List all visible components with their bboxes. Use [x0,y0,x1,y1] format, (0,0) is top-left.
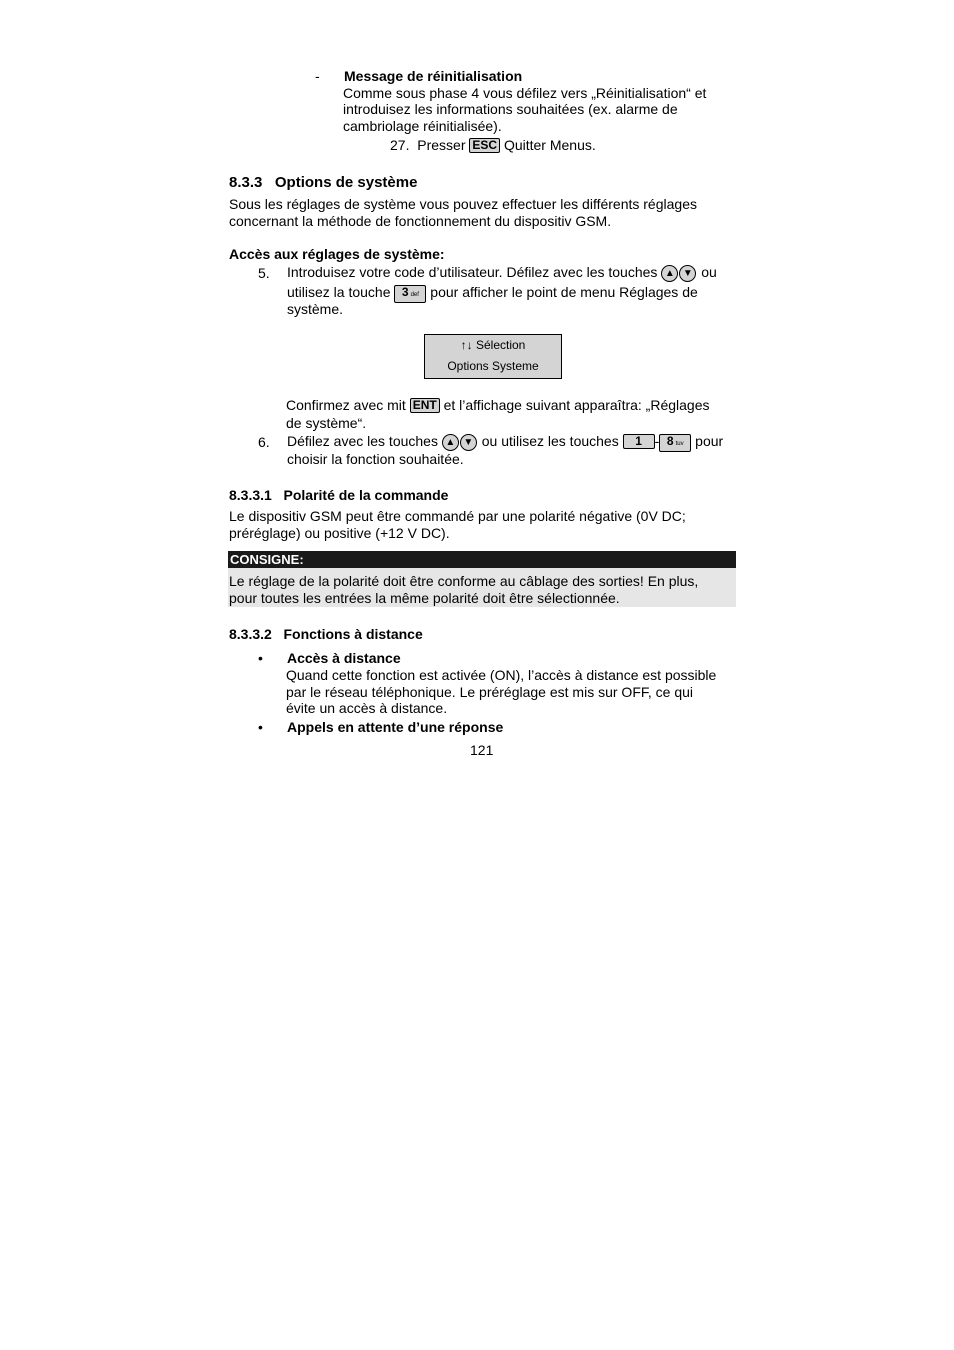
step-5-line3: système. [287,301,344,317]
section-number: 8.3.3 [229,174,263,191]
step-5-text-3: pour afficher le point de menu Réglages de [430,284,698,300]
reset-text-line3: cambriolage réinitialisée). [343,118,502,134]
arrow-up-icon: ▲ [661,265,678,282]
arrow-down-icon: ▼ [460,434,477,451]
confirm-text: Confirmez avec mit [286,397,406,413]
reset-text-line1: Comme sous phase 4 vous défilez vers „Réinitialisation“ et [343,85,707,101]
notice-label: CONSIGNE: [228,551,736,568]
step-5-number: 5. [258,265,270,281]
section-intro-line1: Sous les réglages de système vous pouvez effectuer les différents réglages [229,196,697,212]
step-5-or: ou [701,264,717,280]
step-5-text: Introduisez votre code d’utilisateur. Défilez avec les touches [287,264,658,280]
step-5-text-2: utilisez la touche [287,284,391,300]
step-27-number: 27. [390,137,410,153]
section-title: Options de système [274,174,418,191]
remote-item1-title: Accès à distance [287,650,401,666]
confirm-line1 [286,397,710,414]
step-6-middle: ou utilisez les touches [481,433,619,449]
key-range-dash: - [654,433,660,449]
section-intro-line2: concernant la méthode de fonctionnement du dispositiv GSM. [229,213,612,229]
arrow-up-icon: ▲ [442,434,459,451]
esc-key-icon: ESC [469,138,500,153]
reset-dash: - [315,68,320,84]
confirm-line2: de système“. [286,415,367,431]
page-number: 121 [470,742,494,758]
step-27 [390,137,596,154]
remote-item1-line2: par le réseau téléphonique. Le préréglage est mis sur OFF, ce qui [286,684,694,700]
step-6-after: pour [695,433,724,449]
step-6-text: Défilez avec les touches [287,433,438,449]
lcd-line1: ↑↓ Sélection [460,338,526,352]
arrow-down-icon: ▼ [679,265,696,282]
polarity-line1: Le dispositiv GSM peut être commandé par une polarité négative (0V DC; [229,508,686,524]
lcd-display [424,334,562,379]
notice-box [228,568,736,607]
remote-item1-line1: Quand cette fonction est activée (ON), l’accès à distance est possible [286,667,717,683]
reset-title: Message de réinitialisation [344,68,523,84]
step-6-line1 [287,433,723,452]
remote-item2-title: Appels en attente d’une réponse [287,719,504,735]
step-5-line2 [287,284,698,303]
ent-key-icon: ENT [410,398,440,413]
confirm-text-after: et l’affichage suivant apparaîtra: „Réglages [443,397,710,413]
access-heading: Accès aux réglages de système: [229,246,445,262]
step-5-line1 [287,264,717,282]
bullet-1: • [258,650,263,666]
polarity-number: 8.3.3.1 [229,487,272,503]
notice-line1: Le réglage de la polarité doit être conforme au câblage des sorties! En plus, [229,573,699,589]
remote-number: 8.3.3.2 [229,626,272,642]
polarity-line2: préréglage) ou positive (+12 V DC). [229,525,450,541]
section-heading [229,174,417,191]
key-3-icon: 3 def [394,285,426,303]
bullet-2: • [258,719,263,735]
step-6-line2: choisir la fonction souhaitée. [287,451,464,467]
reset-text-line2: introduisez les informations souhaitées (ex. alarme de [343,101,678,117]
remote-heading [229,626,423,643]
polarity-heading [229,487,448,504]
lcd-line2: Options Systeme [447,359,539,373]
polarity-title: Polarité de la commande [283,487,449,503]
step-27-text: Presser [417,137,466,153]
key-8-icon: 8 tuv [659,434,691,452]
step-27-text-after: Quitter Menus. [503,137,596,153]
key-1-icon: 1 [623,434,655,449]
remote-item1-line3: évite un accès à distance. [286,700,448,716]
step-6-number: 6. [258,434,270,450]
remote-title: Fonctions à distance [283,626,423,642]
notice-line2: pour toutes les entrées la même polarité doit être sélectionnée. [229,590,620,606]
